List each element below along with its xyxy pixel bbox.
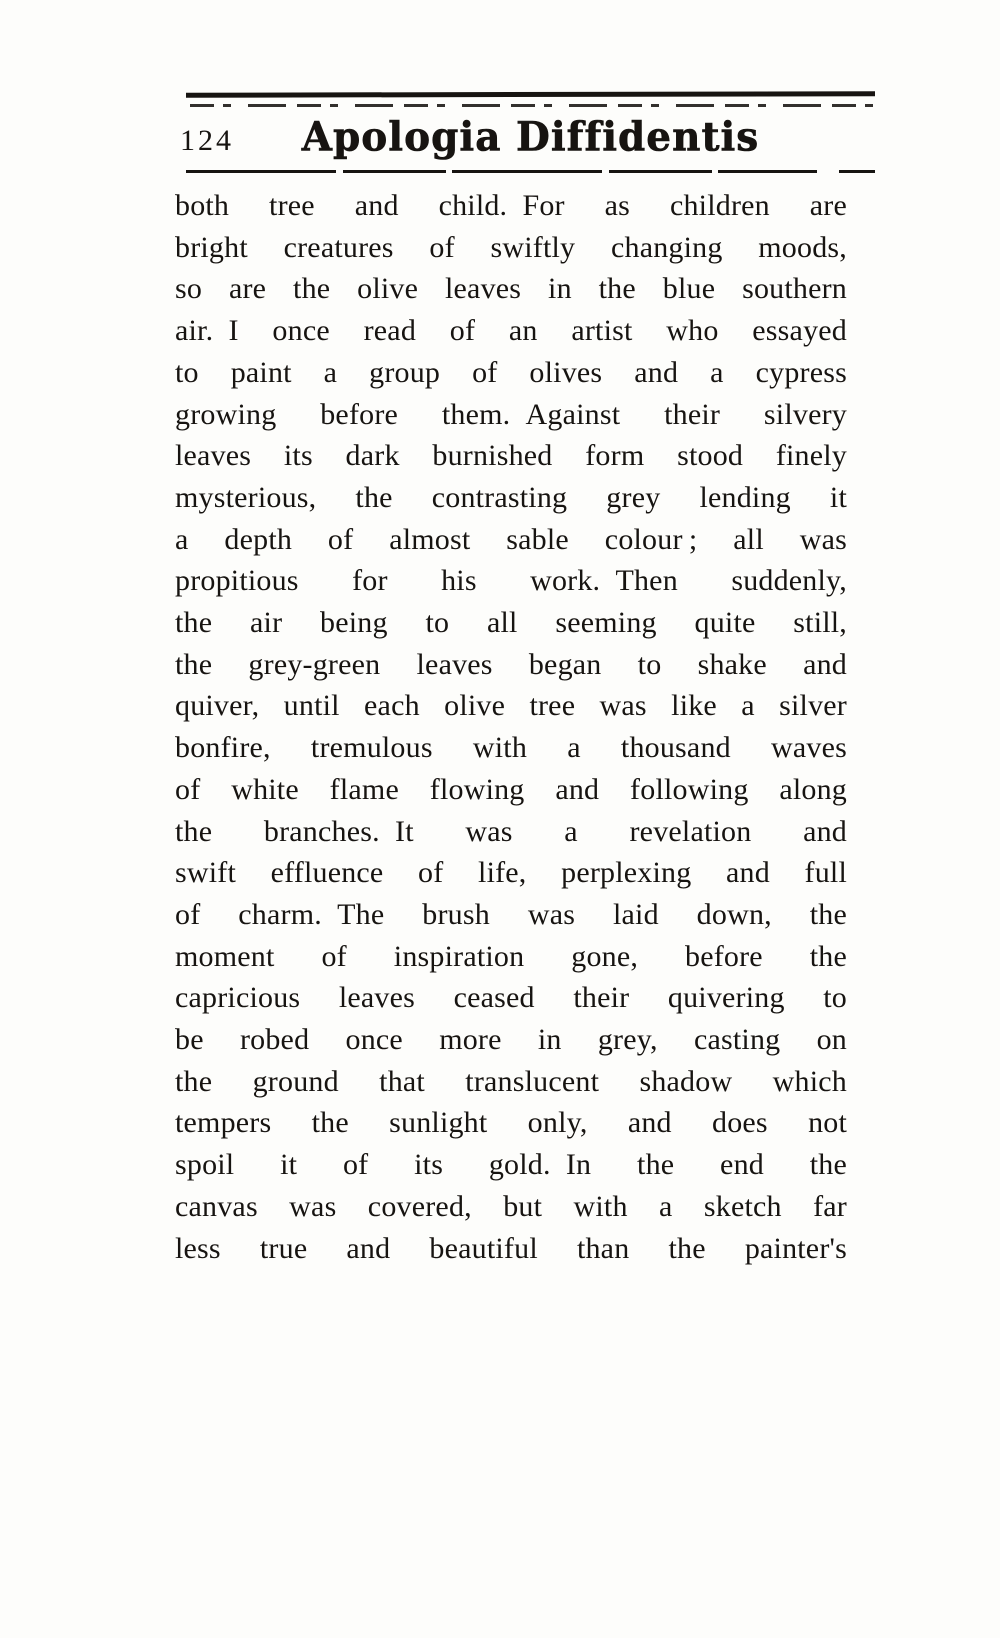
text-line: tempers the sunlight only, and does not	[175, 1106, 847, 1140]
text-line: bonfire, tremulous with a thousand waves	[175, 731, 847, 765]
text-line: of charm. The brush was laid down, the	[175, 897, 847, 931]
body-text	[175, 185, 847, 1269]
text-line: bright creatures of swiftly changing moods,	[175, 230, 847, 264]
text-line: air. I once read of an artist who essayed	[175, 314, 847, 348]
header-rule-bottom-long	[186, 170, 817, 173]
text-line: less true and beautiful than the painter's	[175, 1231, 847, 1265]
header-rule-bottom-gap	[817, 170, 839, 173]
text-line: moment of inspiration gone, before the	[175, 939, 847, 973]
text-line: to paint a group of olives and a cypress	[175, 355, 847, 389]
header-title: Apologia Diffidentis	[301, 113, 760, 161]
text-line: so are the olive leaves in the blue southern	[175, 272, 847, 306]
text-line: leaves its dark burnished form stood finely	[175, 439, 847, 473]
text-line: a depth of almost sable colour ; all was	[175, 522, 847, 556]
text-line: be robed once more in grey, casting on	[175, 1023, 847, 1057]
text-line: mysterious, the contrasting grey lending it	[175, 480, 847, 514]
text-line: growing before them. Against their silvery	[175, 397, 847, 431]
text-line: the ground that translucent shadow which	[175, 1064, 847, 1098]
text-line: the branches. It was a revelation and	[175, 814, 847, 848]
header-rule-bottom-short	[839, 170, 875, 173]
text-line: the grey-green leaves began to shake and	[175, 647, 847, 681]
header-rule-thick	[186, 91, 875, 97]
text-line: both tree and child. For as children are	[175, 189, 847, 222]
page-number: 124	[180, 124, 234, 157]
text-line: quiver, until each olive tree was like a silver	[175, 689, 847, 723]
text-line: of white flame flowing and following along	[175, 772, 847, 806]
text-line: propitious for his work. Then suddenly,	[175, 564, 847, 598]
text-line: spoil it of its gold. In the end the	[175, 1148, 847, 1182]
header-rule-bottom	[186, 170, 875, 174]
running-header	[180, 106, 875, 162]
text-line: capricious leaves ceased their quivering to	[175, 981, 847, 1015]
text-line: canvas was covered, but with a sketch far	[175, 1189, 847, 1223]
text-line: swift effluence of life, perplexing and full	[175, 856, 847, 890]
text-line: the air being to all seeming quite still,	[175, 606, 847, 640]
